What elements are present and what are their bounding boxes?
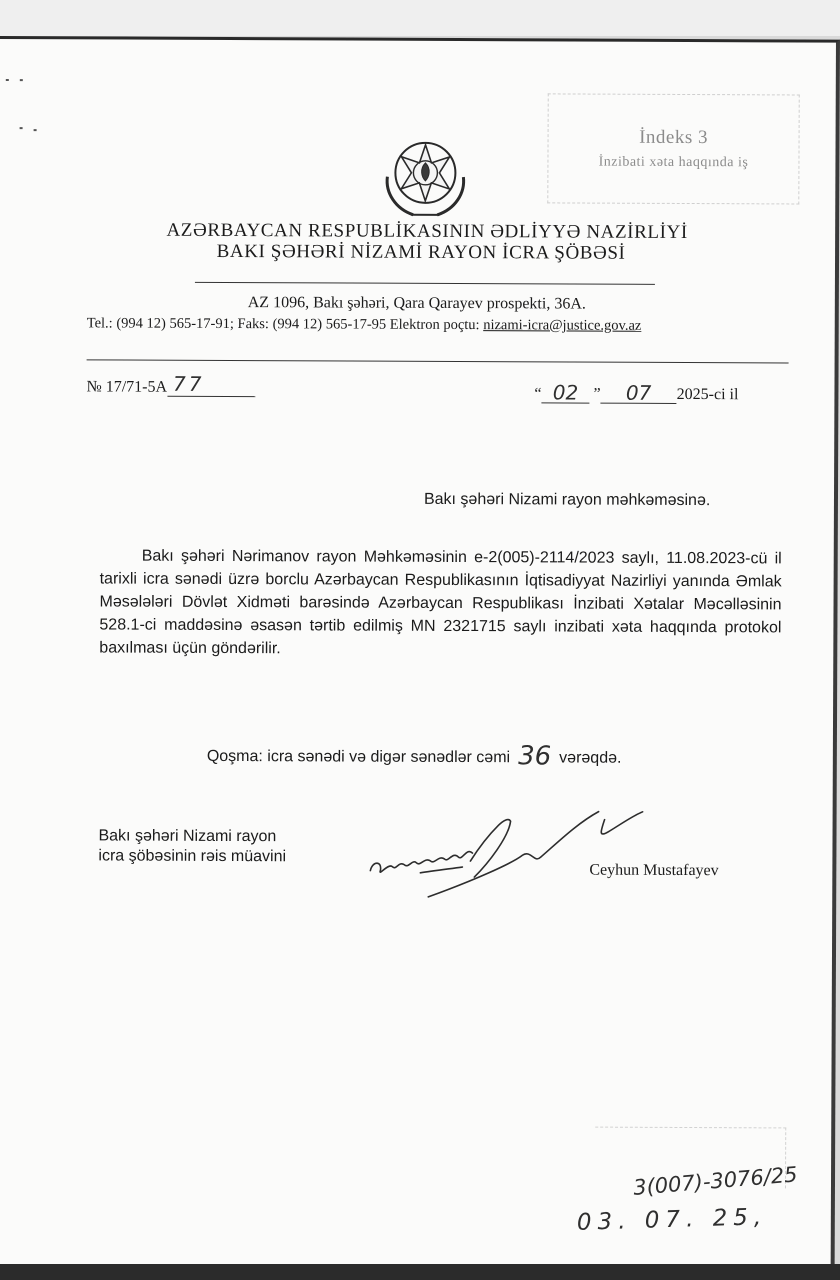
department-name: BAKI ŞƏHƏRİ NİZAMİ RAYON İCRA ŞÖBƏSİ (216, 240, 626, 264)
ministry-name: AZƏRBAYCAN RESPUBLİKASININ ƏDLİYYƏ NAZİRLİYİ (166, 219, 688, 244)
letter-body (99, 544, 781, 662)
registration-date: 03. 07. 25, (576, 1204, 768, 1236)
index-stamp-title: İndeks 3 (639, 126, 709, 149)
registration-stamp (555, 1126, 799, 1237)
document-date: “ 02 ” 07 2025-ci il (534, 380, 739, 405)
document-number-prefix: № 17/71-5A (86, 378, 168, 396)
attachment-suffix: vərəqdə. (559, 749, 622, 767)
registration-number: 3(007)-3076/25 (632, 1162, 799, 1200)
date-day-field (542, 380, 590, 405)
signatory-title (98, 826, 286, 867)
index-stamp (547, 93, 799, 204)
date-month: 07 (625, 380, 652, 405)
index-stamp-subtitle: İnzibati xəta haqqında iş (598, 154, 749, 171)
attachment-note (207, 740, 622, 772)
scan-speck (20, 79, 23, 81)
body-paragraph: Bakı şəhəri Nərimanov rayon Məhkəməsinin e-2(005)-2114/2023 saylı, 11.08.2023-cü il tarixli icra sənədi üzrə borclu Azərbaycan Respublikasının İqtisadiyyat Nazirliyi yanında Əmlak Məsələləri Dövlət Xidməti barəsində Azərbaycan Respublikası İnzibati Xətalar Məcəlləsinin 528.1-ci maddəsinə əsasən tərtib edilmiş MN 2321715 saylı inzibati xəta haqqında protokol baxılması üçün göndərilir. (99, 547, 782, 658)
scan-speck (34, 129, 37, 131)
date-year: 2025-ci il (676, 385, 739, 404)
scan-speck (6, 79, 9, 81)
date-day: 02 (552, 380, 579, 405)
document-number-field (167, 371, 255, 397)
photo-top-margin (0, 0, 840, 36)
handwritten-signature (362, 801, 662, 912)
attachment-page-count: 36 (518, 741, 552, 772)
attachment-prefix: Qoşma: icra sənədi və digər sənədlər cəmi (206, 747, 511, 767)
document-number-handwritten: 77 (173, 371, 205, 396)
ministry-header (0, 219, 835, 265)
contact-line (87, 315, 642, 334)
document-number (86, 371, 255, 397)
header-divider (195, 282, 655, 285)
office-address: AZ 1096, Bakı şəhəri, Qara Qarayev prospekti, 36A. (247, 294, 586, 313)
email-link[interactable]: nizami-icra@justice.gov.az (483, 317, 642, 334)
signatory-name: Ceyhun Mustafayev (589, 861, 719, 880)
signatory-title-line2: icra şöbəsinin rəis müavini (98, 847, 287, 866)
state-emblem-icon (373, 127, 477, 227)
letterhead-divider (87, 359, 789, 363)
date-month-field (601, 380, 677, 405)
photo-bottom-margin (0, 1264, 840, 1280)
recipient: Bakı şəhəri Nizami rayon məhkəməsinə. (423, 490, 711, 510)
signatory-title-line1: Bakı şəhəri Nizami rayon (98, 827, 277, 846)
scan-speck (20, 127, 23, 129)
phone-fax: Tel.: (994 12) 565-17-91; Faks: (994 12) 565-17-95 Elektron poçtu: (86, 315, 484, 334)
document-page (0, 36, 840, 1269)
